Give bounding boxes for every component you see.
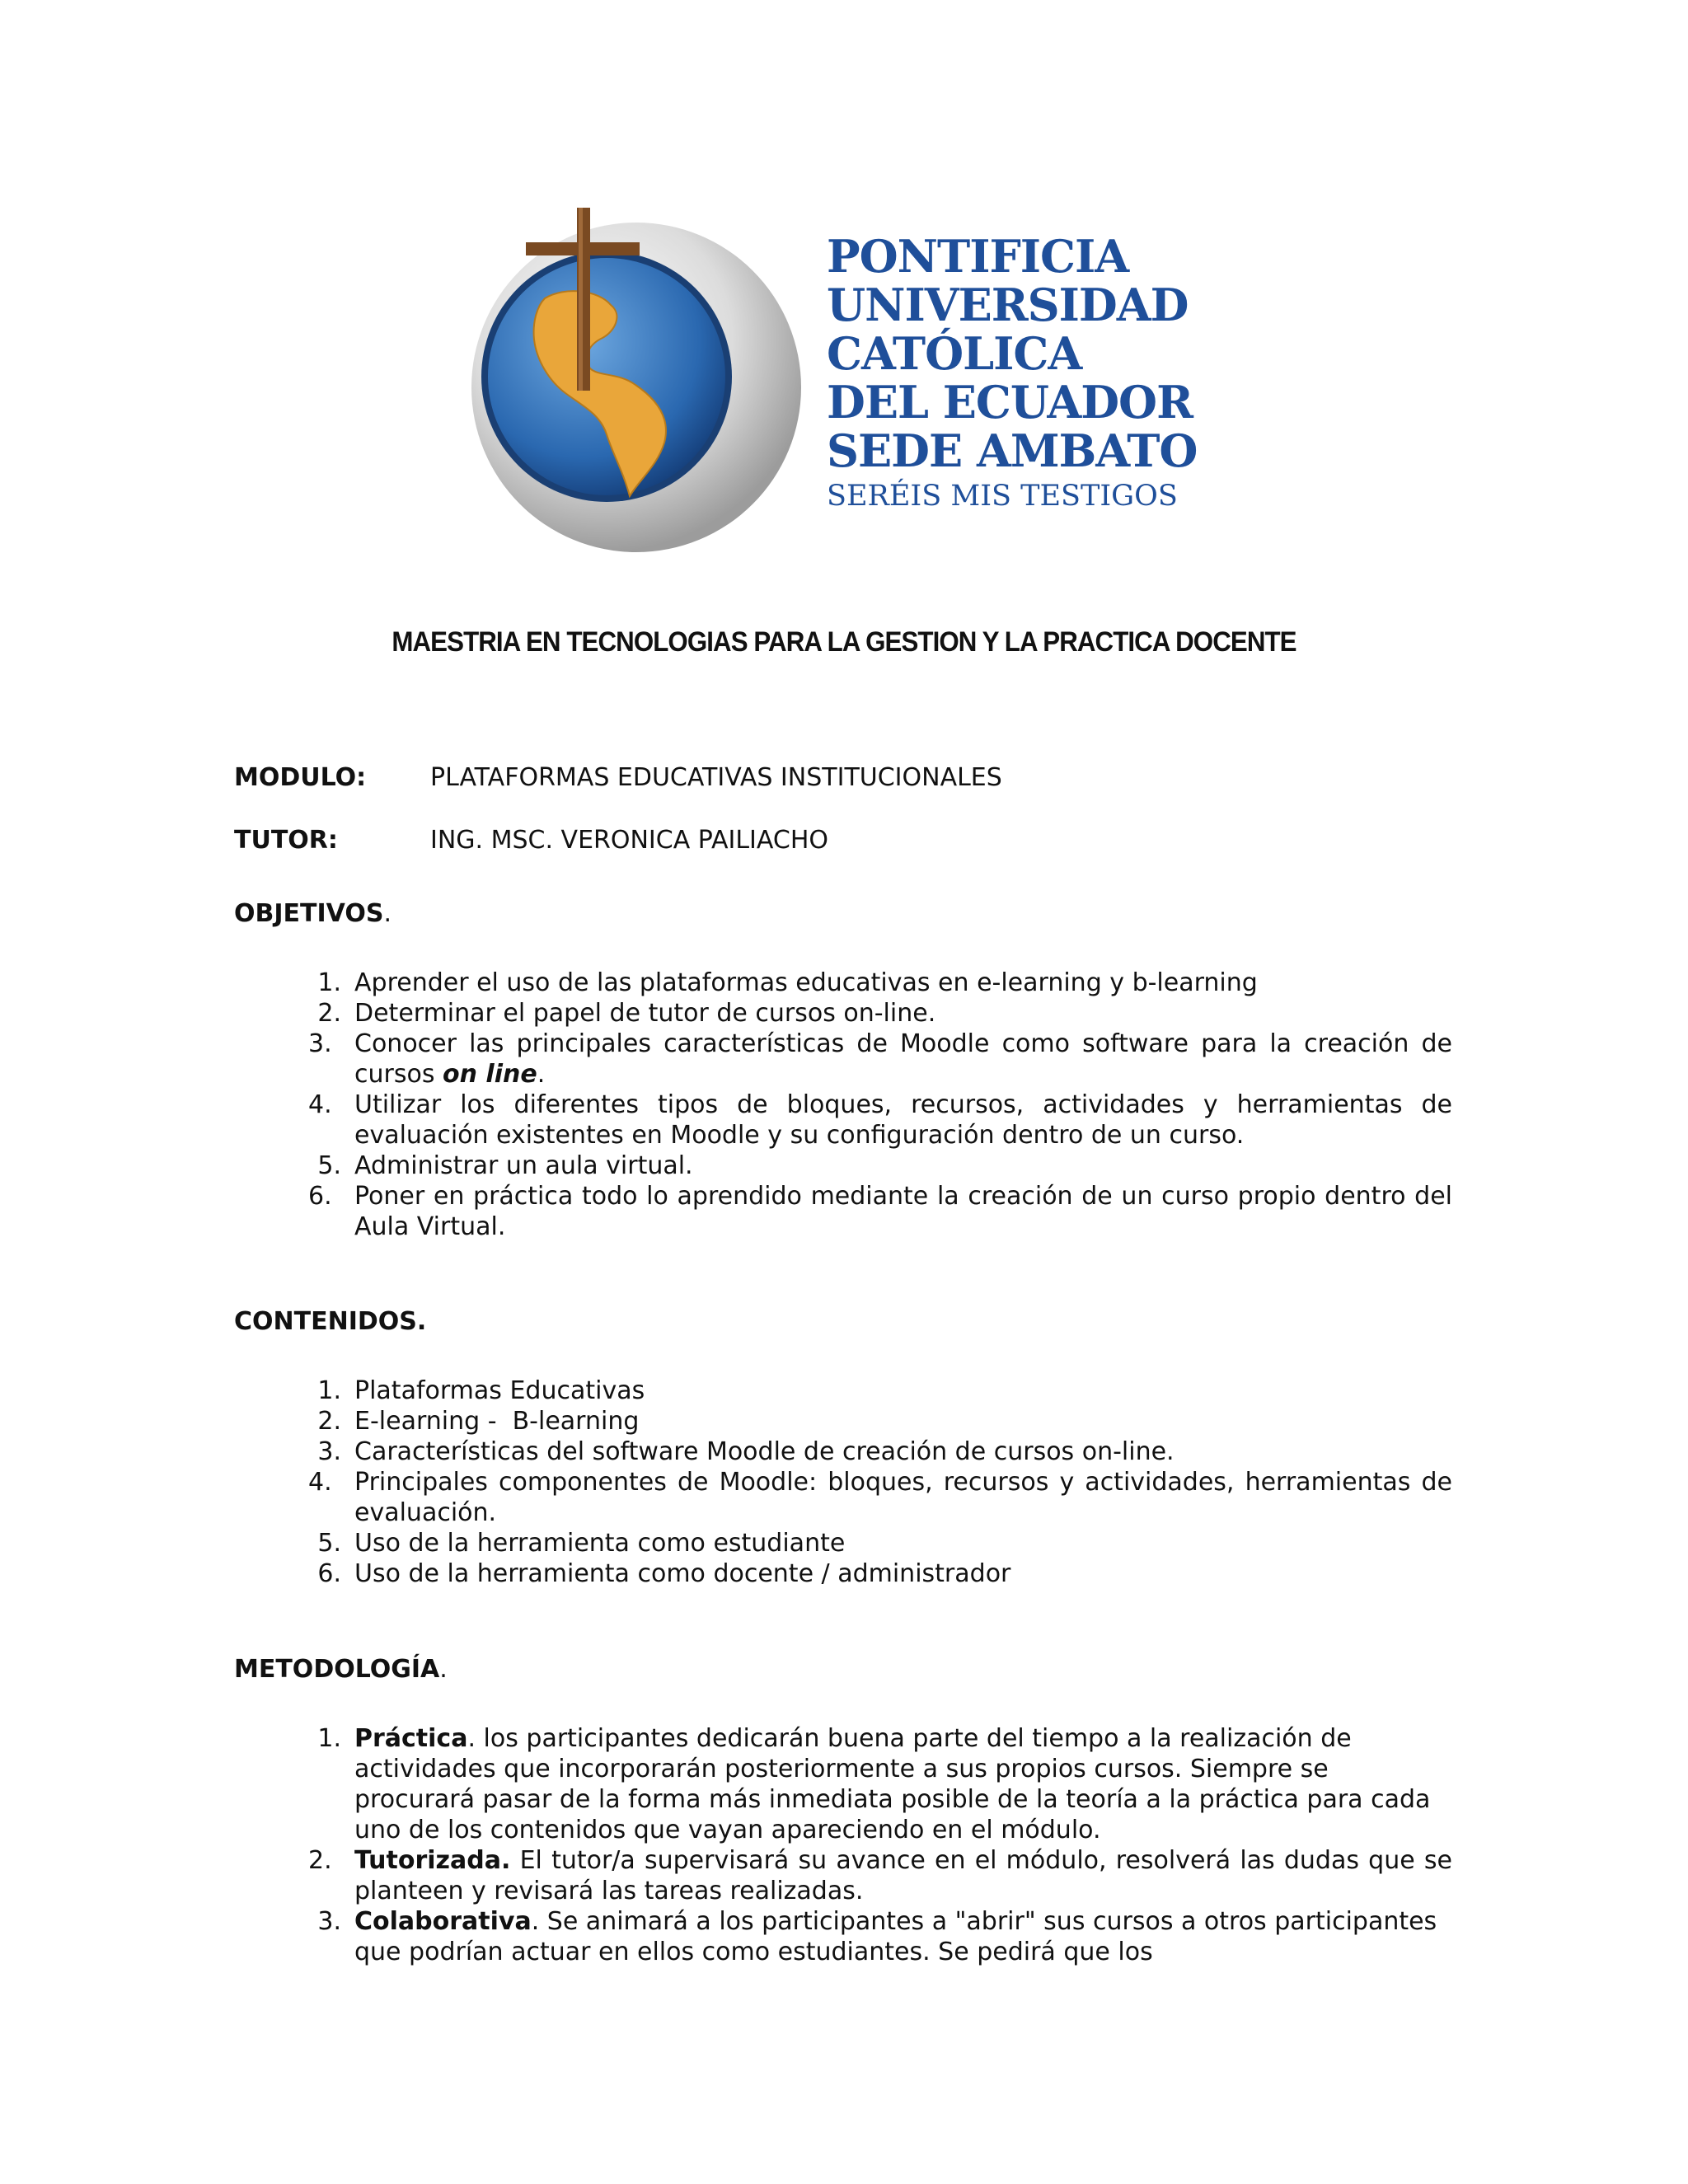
- list-item: 4. Principales componentes de Moodle: bloques, recursos y actividades, herramientas de evaluación.: [308, 1468, 1452, 1527]
- list-item-text: . los participantes dedicarán buena parte del tiempo a la realización de actividades que incorporarán posteriormente a sus propios cursos. Siempre se procurará pasar de la forma más inmediata posible de la teoría a la práctica para cada uno de los contenidos que vayan apareciendo en el módulo.: [354, 1724, 1431, 1844]
- globe-cross-emblem: [467, 208, 813, 554]
- list-item-bold: Tutorizada.: [354, 1846, 511, 1875]
- list-item: 5. Administrar un aula virtual.: [317, 1151, 693, 1180]
- list-item: 1. Práctica. los participantes dedicarán buena parte del tiempo a la realización de actividades que incorporarán posteriormente a sus propios cursos. Siempre se procurará pasar de la forma más inmediata posible de la teoría a la práctica para cada uno de los contenidos que vayan apareciendo en el módulo.: [317, 1724, 1431, 1844]
- logo-motto: SERÉIS MIS TESTIGOS: [827, 480, 1178, 513]
- metodologia-list: [308, 1723, 1452, 1967]
- logo-line: CATÓLICA: [827, 327, 1082, 380]
- list-item-text: Plataformas Educativas: [354, 1376, 645, 1405]
- list-item: 1. Aprender el uso de las plataformas educativas en e-learning y b-learning: [317, 968, 1258, 997]
- list-item-text: Determinar el papel de tutor de cursos on-line.: [354, 999, 936, 1028]
- tutor-value: ING. MSC. VERONICA PAILIACHO: [430, 826, 829, 855]
- contenidos-list: [308, 1376, 1452, 1589]
- list-item-bold: Práctica: [354, 1724, 468, 1753]
- list-item-bold: Colaborativa: [354, 1907, 532, 1936]
- logo-line: SEDE AMBATO: [827, 424, 1198, 477]
- objetivos-list: [308, 968, 1452, 1242]
- document-title: MAESTRIA EN TECNOLOGIAS PARA LA GESTION Y LA PRACTICA DOCENTE: [392, 626, 1296, 658]
- modulo-value: PLATAFORMAS EDUCATIVAS INSTITUCIONALES: [430, 763, 1002, 792]
- list-item-text: E-learning - B-learning: [354, 1407, 640, 1436]
- tutor-label: TUTOR:: [234, 826, 338, 855]
- list-item-text: Conocer las principales características de Moodle como software para la creación de cursos: [354, 1029, 1452, 1089]
- list-item: 3. Colaborativa. Se animará a los participantes a "abrir" sus cursos a otros participantes que podrían actuar en ellos como estudiantes. Se pedirá que los: [317, 1907, 1437, 1966]
- logo-wordmark: [827, 232, 1197, 517]
- list-item: 2. E-learning - B-learning: [317, 1407, 640, 1436]
- metodologia-heading: METODOLOGÍA.: [234, 1655, 448, 1684]
- metodologia-heading-text: METODOLOGÍA: [234, 1655, 440, 1684]
- list-item-text: . Se animará a los participantes a "abrir" sus cursos a otros participantes que podrían actuar en ellos como estudiantes. Se pedirá que los: [354, 1907, 1437, 1966]
- list-item: 2. Determinar el papel de tutor de cursos on-line.: [317, 999, 936, 1028]
- list-item: 6. Poner en práctica todo lo aprendido mediante la creación de un curso propio dentro del Aula Virtual.: [308, 1182, 1452, 1241]
- list-item-text: .: [537, 1060, 546, 1089]
- list-item: 5. Uso de la herramienta como estudiante: [317, 1529, 846, 1558]
- logo-line: PONTIFICIA: [827, 230, 1129, 283]
- list-item-text: Utilizar los diferentes tipos de bloques, recursos, actividades y herramientas de evaluación existentes en Moodle y su configuración dentro de un curso.: [354, 1090, 1452, 1150]
- logo-line: UNIVERSIDAD: [827, 279, 1189, 331]
- objetivos-heading: OBJETIVOS.: [234, 899, 392, 928]
- objetivos-heading-text: OBJETIVOS: [234, 899, 384, 928]
- list-item-text: Aprender el uso de las plataformas educativas en e-learning y b-learning: [354, 968, 1258, 997]
- university-logo: [467, 208, 1208, 554]
- emphasis-text: on line: [443, 1060, 537, 1089]
- list-item: 6. Uso de la herramienta como docente / administrador: [317, 1559, 1011, 1588]
- list-item-text: Principales componentes de Moodle: bloques, recursos y actividades, herramientas de evaluación.: [354, 1468, 1452, 1527]
- list-item: 2. Tutorizada. El tutor/a supervisará su avance en el módulo, resolverá las dudas que se planteen y revisará las tareas realizadas.: [308, 1846, 1452, 1905]
- list-item-text: Uso de la herramienta como docente / administrador: [354, 1559, 1011, 1588]
- list-item-text: El tutor/a supervisará su avance en el módulo, resolverá las dudas que se planteen y revisará las tareas realizadas.: [354, 1846, 1452, 1905]
- list-item-text: Características del software Moodle de creación de cursos on-line.: [354, 1437, 1175, 1466]
- list-item-text: Administrar un aula virtual.: [354, 1151, 693, 1180]
- list-item: 3. Conocer las principales características de Moodle como software para la creación de cursos on line.: [308, 1029, 1452, 1089]
- modulo-label: MODULO:: [234, 763, 367, 792]
- list-item: 4. Utilizar los diferentes tipos de bloques, recursos, actividades y herramientas de evaluación existentes en Moodle y su configuración dentro de un curso.: [308, 1090, 1452, 1150]
- list-item: 1. Plataformas Educativas: [317, 1376, 645, 1405]
- contenidos-heading: CONTENIDOS.: [234, 1307, 427, 1336]
- list-item-text: Poner en práctica todo lo aprendido mediante la creación de un curso propio dentro del Aula Virtual.: [354, 1182, 1452, 1241]
- list-item: 3. Características del software Moodle de creación de cursos on-line.: [317, 1437, 1175, 1466]
- list-item-text: Uso de la herramienta como estudiante: [354, 1529, 846, 1558]
- logo-line: DEL ECUADOR: [827, 376, 1193, 429]
